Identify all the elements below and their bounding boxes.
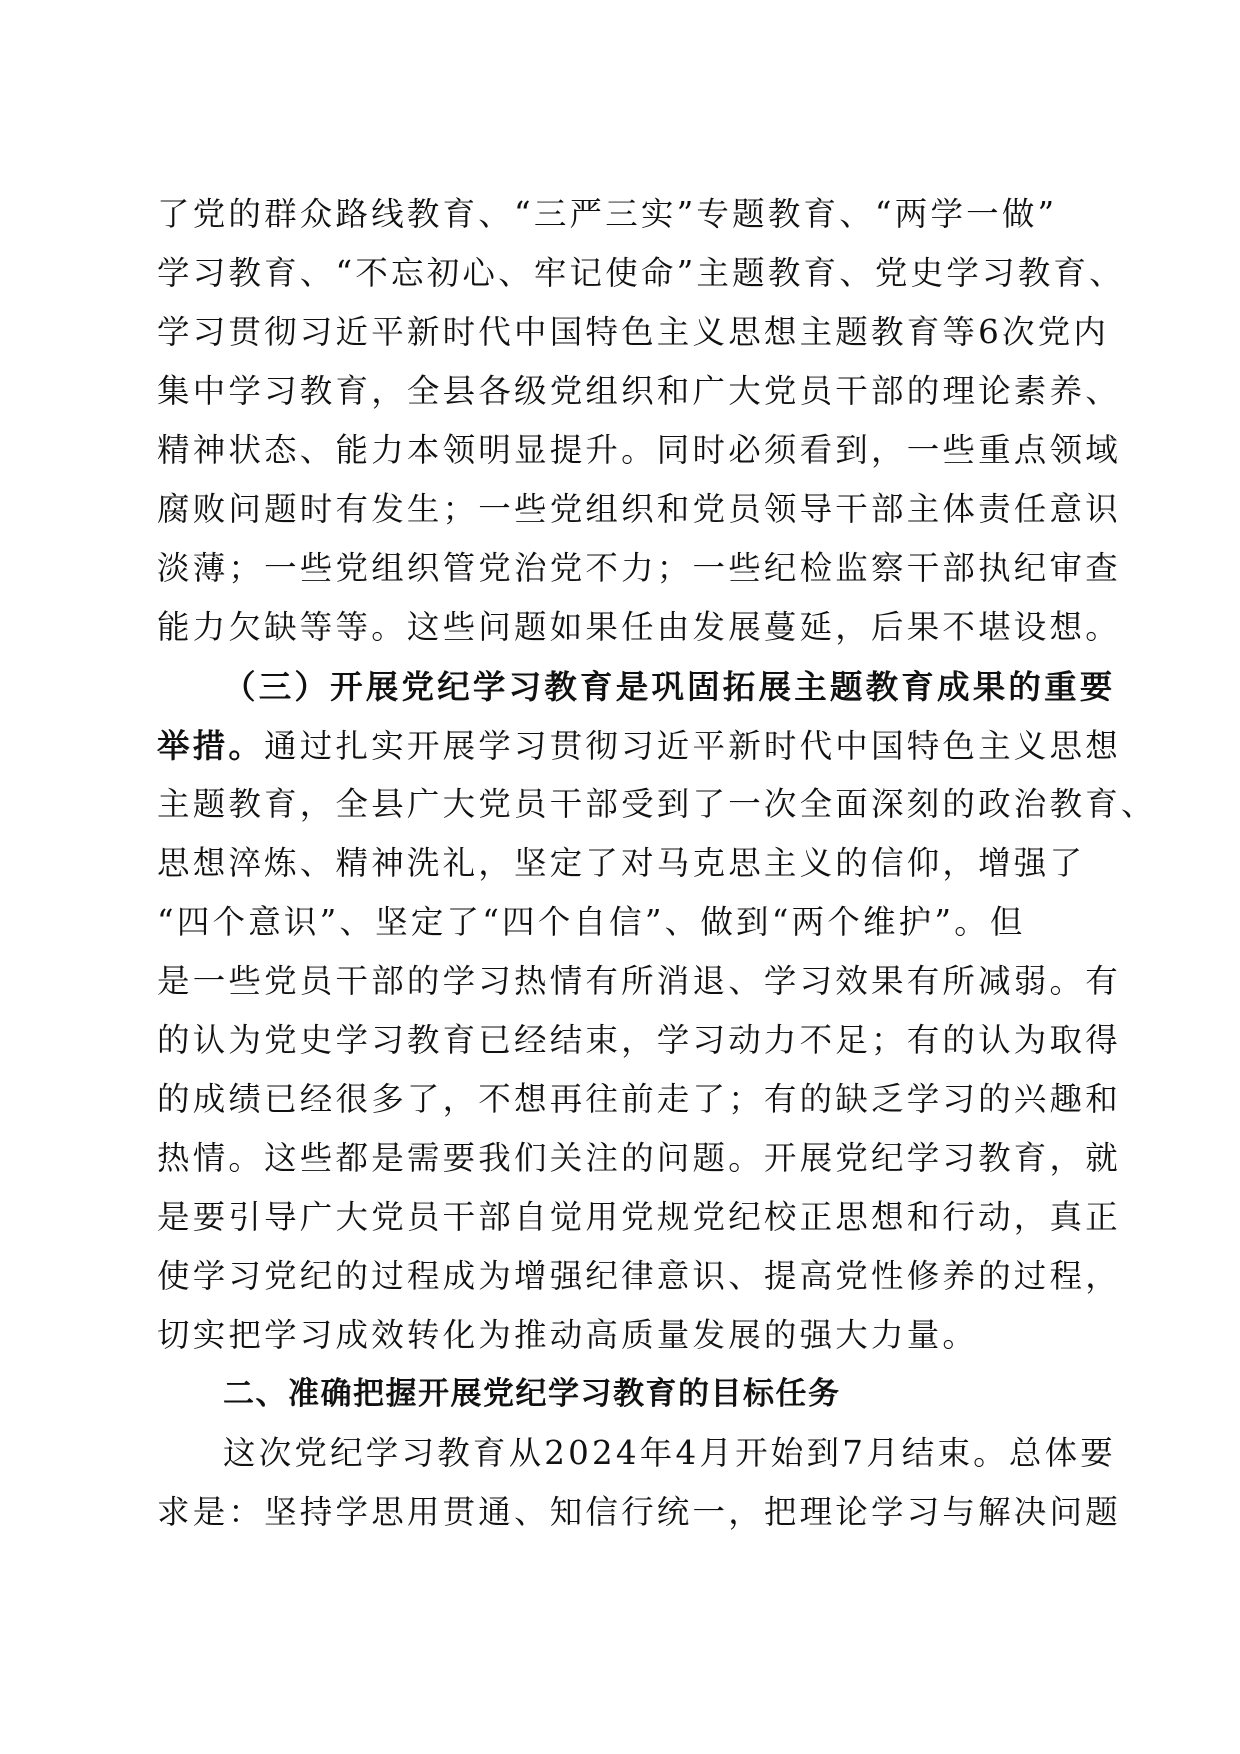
paragraph-line xyxy=(157,716,1121,775)
subsection-heading-end: 举措。 xyxy=(157,726,265,765)
section-heading: 二、准确把握开展党纪学习教育的目标任务 xyxy=(223,1376,841,1412)
paragraph-line-text: 通过扎实开展学习贯彻习近平新时代中国特色主义思想 xyxy=(264,727,1121,765)
paragraph-line: 这次党纪学习教育从2024年4月开始到7月结束。总体要 xyxy=(223,1434,1116,1472)
paragraph-line: 求是：坚持学思用贯通、知信行统一，把理论学习与解决问题 xyxy=(157,1493,1121,1531)
paragraph-line: “四个意识”、坚定了“四个自信”、做到“两个维护”。但 xyxy=(157,903,1026,941)
paragraph-line: 能力欠缺等等。这些问题如果任由发展蔓延，后果不堪设想。 xyxy=(157,608,1121,646)
paragraph-line: 了党的群众路线教育、“三严三实”专题教育、“两学一做” xyxy=(157,195,1058,233)
paragraph-line: 学习教育、“不忘初心、牢记使命”主题教育、党史学习教育、 xyxy=(157,254,1125,292)
paragraph-line: 是一些党员干部的学习热情有所消退、学习效果有所减弱。有 xyxy=(157,962,1121,1000)
paragraph-line: 集中学习教育，全县各级党组织和广大党员干部的理论素养、 xyxy=(157,372,1121,410)
paragraph-line: 主题教育，全县广大党员干部受到了一次全面深刻的政治教育、 xyxy=(157,785,1157,823)
paragraph-line: 学习贯彻习近平新时代中国特色主义思想主题教育等6次党内 xyxy=(157,313,1110,351)
subsection-heading: （三）开展党纪学习教育是巩固拓展主题教育成果的重要 xyxy=(223,667,1116,706)
paragraph-line: 是要引导广大党员干部自觉用党规党纪校正思想和行动，真正 xyxy=(157,1198,1121,1236)
paragraph-line: 使学习党纪的过程成为增强纪律意识、提高党性修养的过程， xyxy=(157,1257,1121,1295)
paragraph-line: 思想淬炼、精神洗礼，坚定了对马克思主义的信仰，增强了 xyxy=(157,844,1086,882)
paragraph-line: 的认为党史学习教育已经结束，学习动力不足；有的认为取得 xyxy=(157,1021,1121,1059)
paragraph-line: 精神状态、能力本领明显提升。同时必须看到，一些重点领域 xyxy=(157,431,1121,469)
paragraph-line: 热情。这些都是需要我们关注的问题。开展党纪学习教育，就 xyxy=(157,1139,1121,1177)
document-body xyxy=(157,185,1157,1542)
paragraph-line: 腐败问题时有发生；一些党组织和党员领导干部主体责任意识 xyxy=(157,490,1121,528)
paragraph-line: 的成绩已经很多了，不想再往前走了；有的缺乏学习的兴趣和 xyxy=(157,1080,1121,1118)
paragraph-line: 切实把学习成效转化为推动高质量发展的强大力量。 xyxy=(157,1316,979,1354)
paragraph-line: 淡薄；一些党组织管党治党不力；一些纪检监察干部执纪审查 xyxy=(157,549,1121,587)
